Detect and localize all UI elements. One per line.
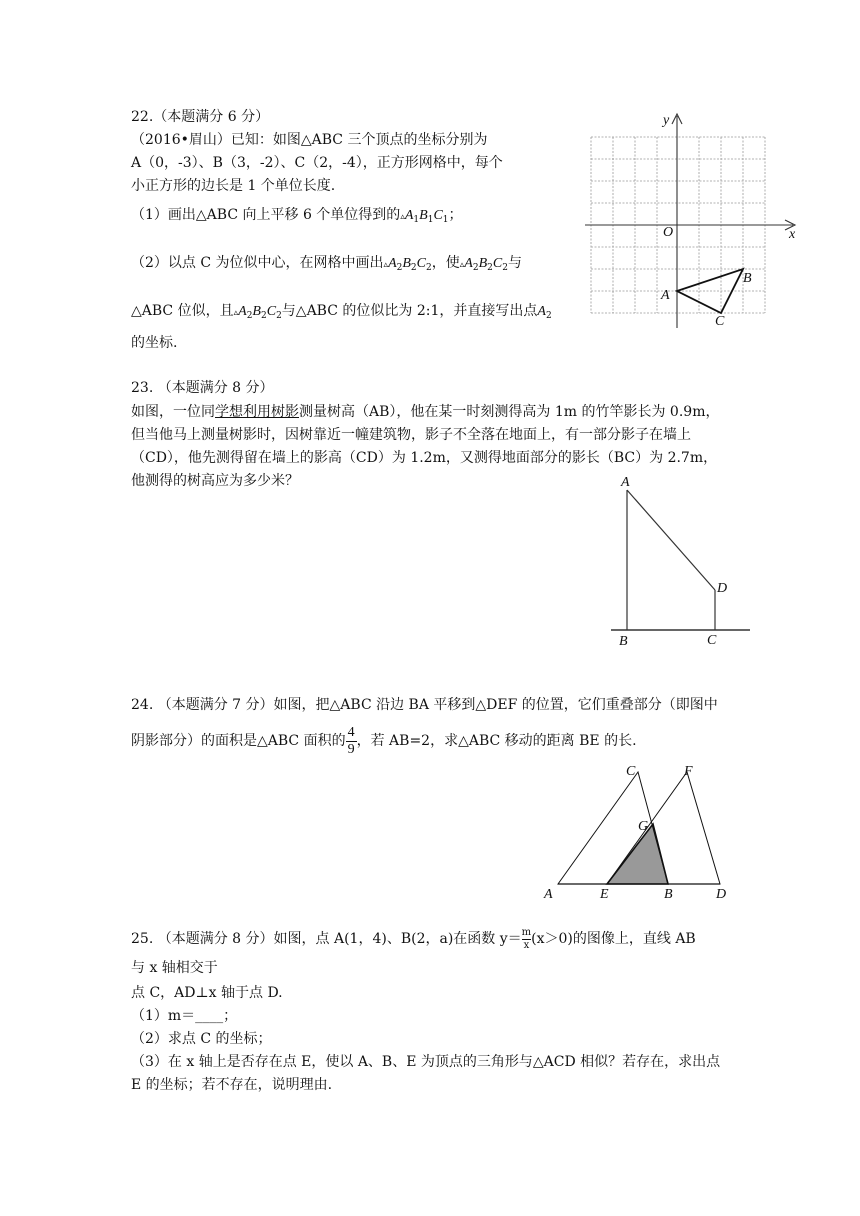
q24-translation-figure [540, 758, 740, 898]
q22-part2b: △ABC 位似，且$▵A_2B_2C_2$与△ABC 的位似比为 2:1，并直接写出点$A_2$ [131, 303, 552, 321]
q22-part1: （1）画出△ABC 向上平移 6 个单位得到的$▵A_1B_1C_1$； [131, 207, 463, 225]
q25-line1: 25. （本题满分 8 分）如图，点 A(1，4)、B(2，a)在函数 y＝ $\frac{m}{x}$ (x＞0)的图像上，直线 AB [131, 926, 696, 951]
vertex-c-label: C [715, 314, 725, 329]
shadow-line-ad [627, 490, 715, 590]
q22-line1: （2016•眉山）已知：如图△ABC 三个顶点的坐标分别为 [131, 132, 488, 148]
label-e: E [600, 887, 609, 898]
q25-part3b: E 的坐标；若不存在，说明理由. [131, 1077, 333, 1093]
q25-part3a: （3）在 x 轴上是否存在点 E，使以 A、B、E 为顶点的三角形与△ACD 相似？若存在，求出点 [131, 1054, 721, 1070]
q25-line2: 与 x 轴相交于 [131, 960, 218, 976]
x-axis-label: x [789, 227, 796, 242]
q22-line3: 小正方形的边长是 1 个单位长度. [131, 178, 336, 194]
q22-line2: A（0，-3）、B（3，-2）、C（2，-4），正方形网格中，每个 [131, 155, 503, 171]
label-c: C [626, 764, 636, 779]
q23-line2: 但当他马上测量树影时，因树靠近一幢建筑物，影子不全落在地面上，有一部分影子在墙上 [131, 427, 691, 443]
label-g: G [638, 819, 649, 834]
q23-tree-figure [605, 470, 755, 650]
label-d: D [717, 581, 728, 596]
y-axis-label: y [663, 113, 670, 128]
label-b: B [619, 634, 628, 649]
label-a: A [621, 475, 630, 490]
label-a: A [544, 887, 553, 898]
q23-line1: 如图，一位同学想利用树影测量树高（AB），他在某一时刻测得高为 1m 的竹竿影长为 0.9m， [131, 404, 720, 420]
q23-heading: 23. （本题满分 8 分） [131, 380, 274, 396]
q25-part1: （1）m＝____； [131, 1008, 238, 1024]
q22-heading: 22.（本题满分 6 分） [131, 109, 270, 125]
q25-part2: （2）求点 C 的坐标； [131, 1031, 272, 1047]
vertex-a-label: A [661, 288, 670, 303]
label-b: B [664, 887, 673, 898]
q23-line3: （CD），他先测得留在墙上的影高（CD）为 1.2m，又测得地面部分的影长（BC）为 2.7m， [131, 450, 718, 466]
label-f: F [684, 764, 693, 779]
vertex-b-label: B [743, 271, 752, 286]
origin-label: O [663, 225, 674, 240]
q22-grid-figure [585, 110, 805, 332]
q22-part2c: 的坐标. [131, 335, 178, 351]
q25-line3: 点 C，AD⊥x 轴于点 D. [131, 985, 283, 1001]
label-c: C [707, 633, 717, 648]
q24-line1: 24. （本题满分 7 分）如图，把△ABC 沿边 BA 平移到△DEF 的位置，它们重叠部分（即图中 [131, 697, 718, 713]
q23-line4: 他测得的树高应为多少米？ [131, 473, 299, 489]
q22-part2: （2）以点 C 为位似中心，在网格中画出$▵A_2B_2C_2$，使$▵A_2B_2C_2$与 [131, 255, 522, 273]
label-d: D [716, 887, 727, 898]
q24-line2: 阴影部分）的面积是△ABC 面积的 $\frac{4}{9}$ ，若 AB=2，求△ABC 移动的距离 BE 的长. [131, 724, 637, 757]
